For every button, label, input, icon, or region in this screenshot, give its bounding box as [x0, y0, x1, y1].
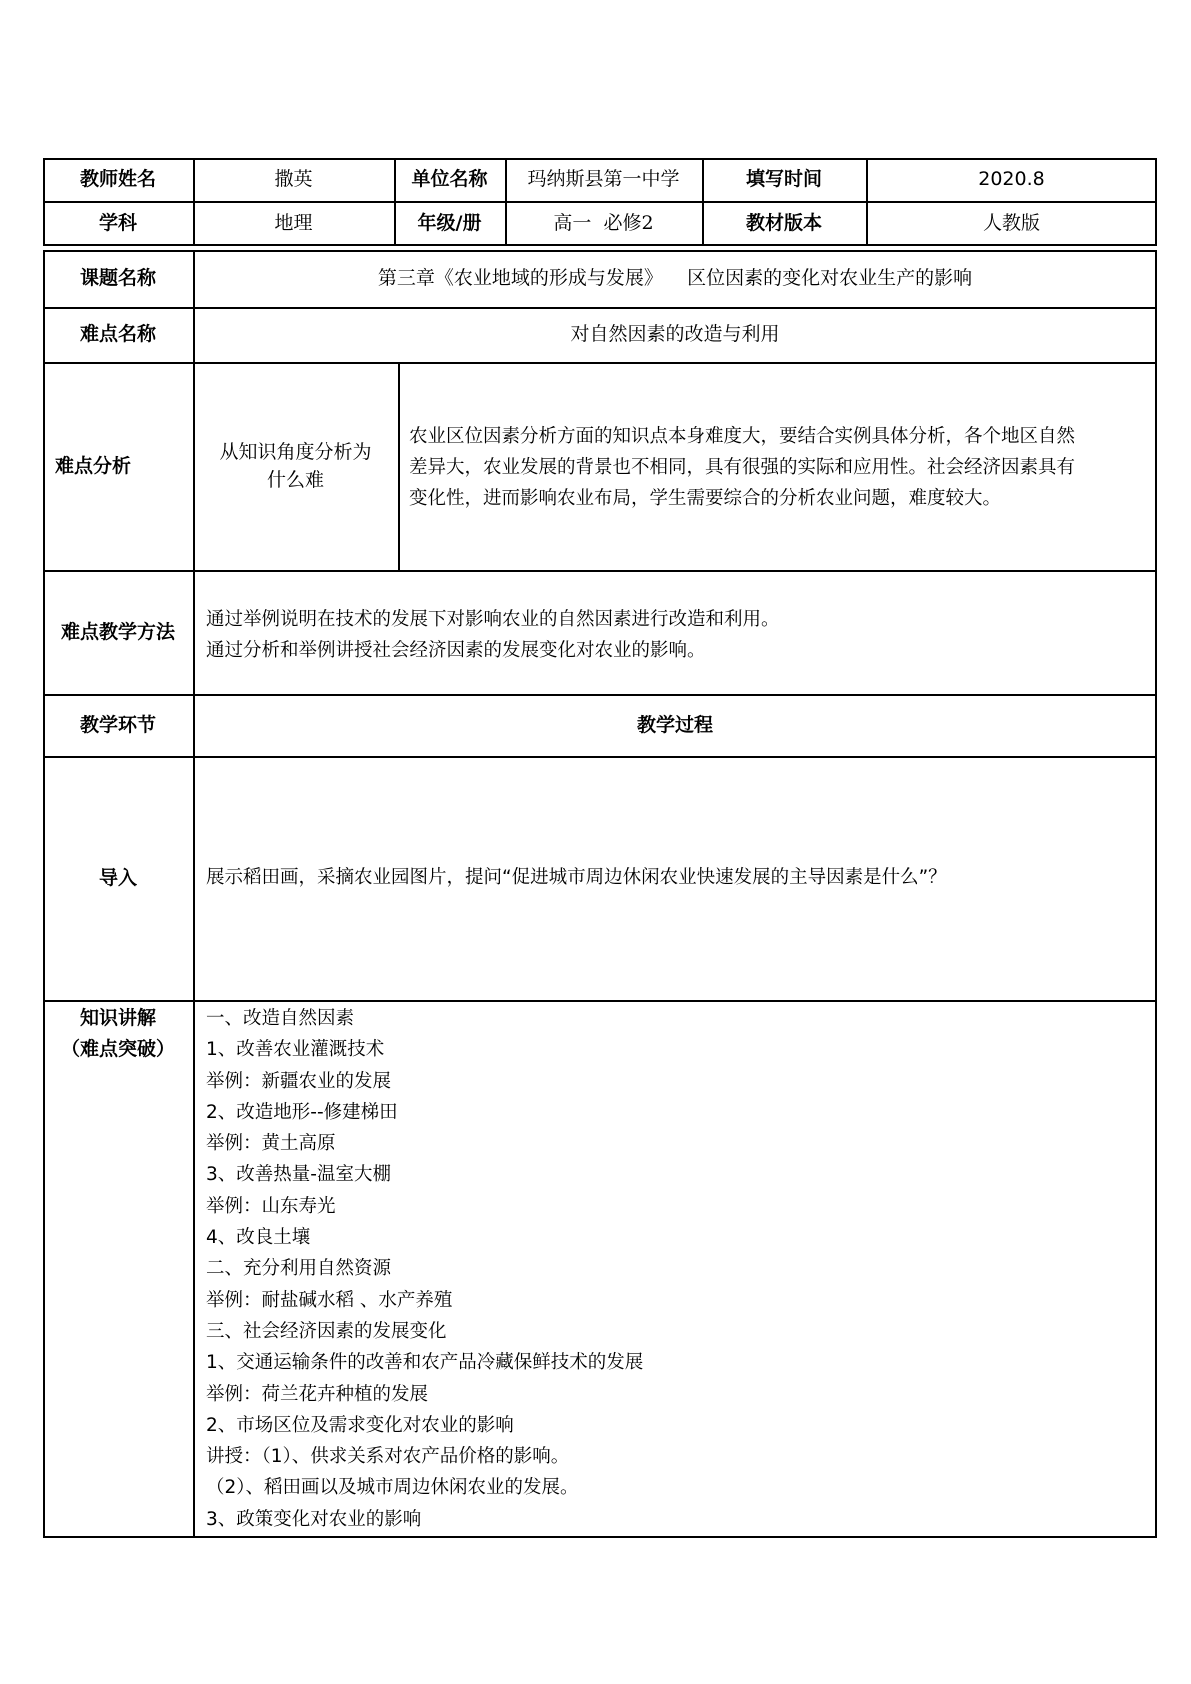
list-item: 讲授：（1）、供求关系对农产品价格的影响。 — [206, 1446, 570, 1468]
method-text: 通过举例说明在技术的发展下对影响农业的自然因素进行改造和利用。 通过分析和举例讲授社会经济因素的发展变化对农业的影响。 — [206, 609, 780, 661]
list-item: 1、改善农业灌溉技术 — [206, 1039, 385, 1061]
list-item: 举例：荷兰花卉种植的发展 — [206, 1383, 429, 1405]
knowledge-content — [206, 1003, 1146, 1535]
list-item: 举例：黄土高原 — [206, 1133, 336, 1155]
list-item: 4、改良土壤 — [206, 1227, 311, 1249]
textbook-label: 教材版本 — [745, 212, 822, 235]
analysis-sub-label: 从知识角度分析为 什么难 — [219, 440, 372, 491]
topic-label: 课题名称 — [79, 267, 156, 290]
teacher-name-value: 撒英 — [274, 168, 313, 191]
topic-value: 第三章《农业地域的形成与发展》 区位因素的变化对农业生产的影响 — [377, 267, 973, 290]
unit-name-label: 单位名称 — [411, 168, 488, 191]
list-item: 一、改造自然因素 — [206, 1008, 355, 1029]
intro-label: 导入 — [98, 866, 137, 889]
fill-time-label: 填写时间 — [745, 168, 822, 191]
textbook-value: 人教版 — [982, 212, 1040, 235]
unit-name-value: 玛纳斯县第一中学 — [527, 168, 680, 191]
grade-label: 年级/册 — [417, 212, 482, 235]
fill-time-value: 2020.8 — [978, 168, 1045, 191]
list-item: 举例：山东寿光 — [206, 1195, 336, 1217]
list-item: 三、社会经济因素的发展变化 — [206, 1320, 447, 1342]
list-item: 1、交通运输条件的改善和农产品冷藏保鲜技术的发展 — [206, 1352, 644, 1374]
knowledge-label: 知识讲解 （难点突破） — [60, 1007, 175, 1060]
process-header-label: 教学过程 — [636, 713, 713, 736]
list-item: 2、市场区位及需求变化对农业的影响 — [206, 1414, 514, 1436]
difficulty-value: 对自然因素的改造与利用 — [570, 323, 780, 346]
grade-value: 高一 必修2 — [553, 212, 654, 235]
list-item: 3、政策变化对农业的影响 — [206, 1508, 422, 1530]
analysis-label: 难点分析 — [55, 454, 132, 477]
subject-value: 地理 — [274, 212, 313, 235]
list-item: 举例：新疆农业的发展 — [206, 1070, 392, 1092]
list-item: 二、充分利用自然资源 — [206, 1258, 392, 1280]
list-item: （2）、稻田画以及城市周边休闲农业的发展。 — [206, 1477, 579, 1499]
list-item: 3、改善热量-温室大棚 — [206, 1164, 391, 1186]
analysis-text: 农业区位因素分析方面的知识点本身难度大，要结合实例具体分析，各个地区自然 差异大，农业发展的背景也不相同，具有很强的实际和应用性。社会经济因素具有 变化性，进而影响农业布局，学生需要综合的分析农业问题，难度较大。 — [409, 426, 1076, 509]
intro-text: 展示稻田画，采摘农业园图片，提问“促进城市周边休闲农业快速发展的主导因素是什么”？ — [206, 867, 947, 889]
difficulty-label: 难点名称 — [79, 323, 156, 346]
method-label: 难点教学方法 — [60, 620, 175, 643]
list-item: 举例：耐盐碱水稻 、水产养殖 — [206, 1289, 453, 1311]
teacher-name-label: 教师姓名 — [79, 168, 156, 191]
stage-header-label: 教学环节 — [79, 713, 156, 736]
list-item: 2、改造地形--修建梯田 — [206, 1101, 398, 1123]
subject-label: 学科 — [98, 212, 137, 235]
